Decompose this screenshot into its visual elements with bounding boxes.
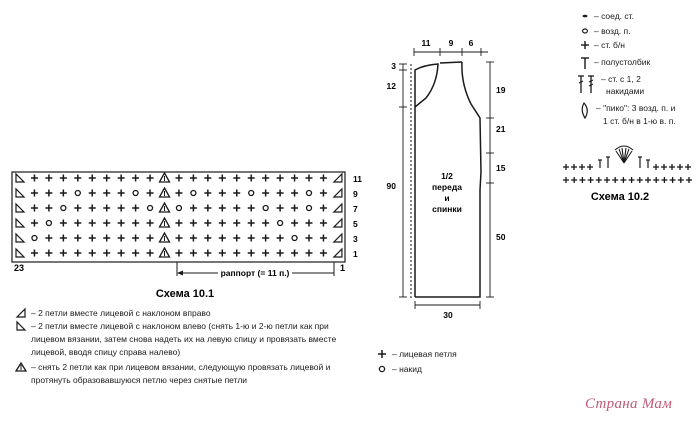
knit-stitch [277,190,284,197]
knit-stitch [219,220,226,227]
knit-stitch [190,220,197,227]
right-slant-decrease [334,174,342,182]
knit-stitch [248,235,255,242]
knit-stitch [74,250,81,257]
knit-stitch [118,220,125,227]
knit-stitch [89,250,96,257]
knit-stitch [118,190,125,197]
yarn-over [249,191,254,196]
legend-knit: – лицевая петля [392,349,457,359]
knit-stitch [306,235,313,242]
single-crochet [563,164,569,170]
width-neck: 9 [448,38,454,48]
knit-stitch [320,250,327,257]
left-dim-3: 3 [391,61,396,71]
knit-stitch [233,235,240,242]
knit-stitch [233,190,240,197]
legend-picot-1: – "пико": 3 возд. п. и [596,103,676,113]
single-crochet [661,177,667,183]
right-slant-decrease [334,249,342,257]
right-slant-decrease [334,234,342,242]
single-crochet [579,164,585,170]
triple-decrease [160,188,170,197]
legend-right-slant: – 2 петли вместе лицевой с наклоном вправо [31,308,211,318]
knit-stitch [219,235,226,242]
yarn-over [133,191,138,196]
legend-sc: – ст. б/н [594,40,625,50]
single-crochet [629,177,635,183]
knit-stitch [147,250,154,257]
knit-stitch [204,175,211,182]
left-slant-decrease [16,189,24,197]
knit-stitch [103,175,110,182]
knit-stitch [60,190,67,197]
knit-stitch [204,190,211,197]
yarn-over [75,191,80,196]
knit-stitch-icon [378,350,386,358]
left-slant-icon [17,322,25,330]
knit-stitch [306,220,313,227]
single-crochet [677,164,683,170]
knit-stitch [262,250,269,257]
right-slant-decrease [334,204,342,212]
knit-stitch [89,220,96,227]
single-crochet [587,164,593,170]
knit-stitch [262,175,269,182]
knit-stitch [204,250,211,257]
yarn-over [61,206,66,211]
knit-stitch [89,205,96,212]
knit-stitch [233,220,240,227]
bottom-dim-30: 30 [443,310,453,320]
center-label-line2: переда [432,182,462,192]
knit-stitch [320,205,327,212]
knit-stitch [60,175,67,182]
knit-stitch [103,205,110,212]
yarn-over [278,221,283,226]
knit-stitch [89,175,96,182]
single-crochet [612,177,618,183]
knit-stitch [118,175,125,182]
knit-stitch [248,175,255,182]
picot-icon [582,103,587,118]
knit-stitch [262,220,269,227]
knit-stitch [190,175,197,182]
knit-stitch [132,235,139,242]
left-slant-decrease [16,249,24,257]
knit-stitch [147,220,154,227]
single-crochet [685,164,691,170]
right-slant-decrease [334,219,342,227]
row-label: 5 [353,219,358,229]
knit-stitch [132,175,139,182]
knit-stitch [103,235,110,242]
knit-stitch [175,250,182,257]
chart-right-number: 1 [340,263,346,273]
knit-stitch [89,235,96,242]
knit-stitch [277,205,284,212]
single-crochet [637,177,643,183]
yarn-over [307,206,312,211]
knit-stitch [45,175,52,182]
knit-stitch [291,175,298,182]
knit-stitch [233,250,240,257]
triple-decrease [160,218,170,227]
knit-stitch [262,235,269,242]
row-label: 7 [353,204,358,214]
left-slant-decrease [16,234,24,242]
knit-stitch [248,250,255,257]
row-label: 9 [353,189,358,199]
double-crochet-icon [578,76,594,93]
knit-stitch [277,175,284,182]
center-label-line3: и [444,193,450,203]
knit-stitch [175,190,182,197]
schema2-title: Схема 10.2 [590,191,650,203]
knit-stitch [248,220,255,227]
knit-stitch [118,250,125,257]
knit-stitch [219,205,226,212]
yarn-over [46,221,51,226]
single-crochet [596,177,602,183]
chart-left-number: 23 [14,263,25,273]
right-dim-21: 21 [496,124,506,134]
yarn-over [191,191,196,196]
single-crochet [563,177,569,183]
knit-stitch [190,250,197,257]
left-slant-decrease [16,174,24,182]
knit-stitch [291,190,298,197]
knit-stitch [277,235,284,242]
single-crochet [588,177,594,183]
knit-stitch [219,190,226,197]
half-double-crochet-icon [581,58,589,69]
knit-stitch [74,235,81,242]
right-dim-19: 19 [496,85,506,95]
legend-yarn-over: – накид [392,364,422,374]
knit-stitch [103,250,110,257]
crochet-row-bottom [563,177,692,183]
knit-stitch [118,235,125,242]
knit-chart-cells [16,173,342,257]
knit-stitch [31,205,38,212]
left-dim-90: 90 [386,181,396,191]
single-crochet [620,177,626,183]
legend-left-slant-1: – 2 петли вместе лицевой с наклоном влево (снять 1-ю и 2-ю петли как при [31,321,329,331]
legend-hdc: – полустолбик [594,57,651,67]
single-crochet [678,177,684,183]
knit-stitch [45,205,52,212]
knit-stitch [248,205,255,212]
knit-stitch [31,190,38,197]
knit-stitch [320,175,327,182]
yarn-over [148,206,153,211]
knit-stitch [45,250,52,257]
knit-stitch [132,250,139,257]
right-slant-decrease [334,189,342,197]
right-dim-15: 15 [496,163,506,173]
single-crochet-icon [581,41,589,49]
knit-stitch [60,235,67,242]
legend-chain: – возд. п. [594,26,631,36]
single-crochet [653,177,659,183]
knit-stitch [74,220,81,227]
knit-stitch [204,220,211,227]
legend-triple-2: протянуть образовавшуюся петлю через снятые петли [31,375,248,385]
single-crochet [604,177,610,183]
single-crochet [669,164,675,170]
knit-stitch [190,235,197,242]
knit-stitch [175,175,182,182]
row-label: 3 [353,234,358,244]
single-crochet [686,177,692,183]
legend-triple-1: – снять 2 петли как при лицевом вязании, следующую провязать лицевой и [31,362,331,372]
knit-stitch [204,205,211,212]
crochet-fan [598,146,650,168]
knit-stitch [31,175,38,182]
center-label-line1: 1/2 [441,171,453,181]
knit-stitch [291,250,298,257]
knit-stitch [233,205,240,212]
knit-stitch [147,235,154,242]
triple-decrease [160,248,170,257]
knit-stitch [60,220,67,227]
knit-stitch [175,235,182,242]
knit-stitch [320,220,327,227]
knit-stitch [60,250,67,257]
yarn-over [307,191,312,196]
triple-decrease [160,173,170,182]
knit-stitch [291,205,298,212]
left-slant-decrease [16,204,24,212]
knit-stitch [306,250,313,257]
knit-stitch [277,250,284,257]
center-label-line4: спинки [432,204,462,214]
width-strap: 6 [468,38,474,48]
single-crochet [661,164,667,170]
knit-stitch [306,175,313,182]
yarn-over-icon [379,366,384,371]
single-crochet [653,164,659,170]
legend-picot-2: 1 ст. б/н в 1-ю в. п. [603,116,676,126]
knit-stitch [233,175,240,182]
knit-stitch [262,190,269,197]
right-slant-icon [17,309,25,317]
knit-stitch [291,220,298,227]
single-crochet [571,177,577,183]
yarn-over [176,206,181,211]
knit-stitch [45,235,52,242]
watermark: Страна Мам [585,396,673,412]
single-crochet [579,177,585,183]
chain-icon [583,29,588,33]
triple-decrease [160,233,170,242]
single-crochet [645,177,651,183]
knit-stitch [103,190,110,197]
knit-stitch [45,190,52,197]
knit-stitch [147,175,154,182]
knit-stitch [89,190,96,197]
yarn-over [263,206,268,211]
yarn-over [292,236,297,241]
knit-stitch [219,250,226,257]
single-crochet [670,177,676,183]
row-label: 11 [353,174,362,184]
knit-stitch [74,175,81,182]
knit-stitch [204,235,211,242]
knit-chart-grid [12,172,345,262]
knit-stitch [31,250,38,257]
repeat-label: раппорт (= 11 п.) [220,268,290,278]
knit-stitch [31,220,38,227]
legend-slip: – соед. ст. [594,11,634,21]
left-dim-12: 12 [386,81,396,91]
legend-left-slant-2: лицевом вязании, затем снова надеть их на левую спицу и провязать вместе [31,334,337,344]
knit-stitch [147,190,154,197]
triple-decrease [160,203,170,212]
right-dim-50: 50 [496,232,506,242]
knit-stitch [175,220,182,227]
legend-dc-2: накидами [606,86,645,96]
yarn-over [32,236,37,241]
single-crochet [571,164,577,170]
knit-stitch [219,175,226,182]
left-slant-decrease [16,219,24,227]
knit-stitch [103,220,110,227]
knit-stitch [74,205,81,212]
knit-stitch [132,220,139,227]
knit-stitch [118,205,125,212]
crochet-row-top [563,164,691,170]
triple-decrease-icon [16,363,26,371]
slip-stitch-icon [583,15,588,18]
schema1-title: Схема 10.1 [155,288,215,300]
legend-dc-1: – ст. с 1, 2 [601,74,641,84]
legend-left-slant-3: лицевой, вводя спицу справа налево) [31,347,181,357]
knit-stitch [320,190,327,197]
width-neck-shoulder: 11 [421,38,431,48]
row-label: 1 [353,249,358,259]
knit-stitch [132,205,139,212]
chart-border [12,172,345,262]
knit-stitch [190,205,197,212]
knit-stitch [320,235,327,242]
